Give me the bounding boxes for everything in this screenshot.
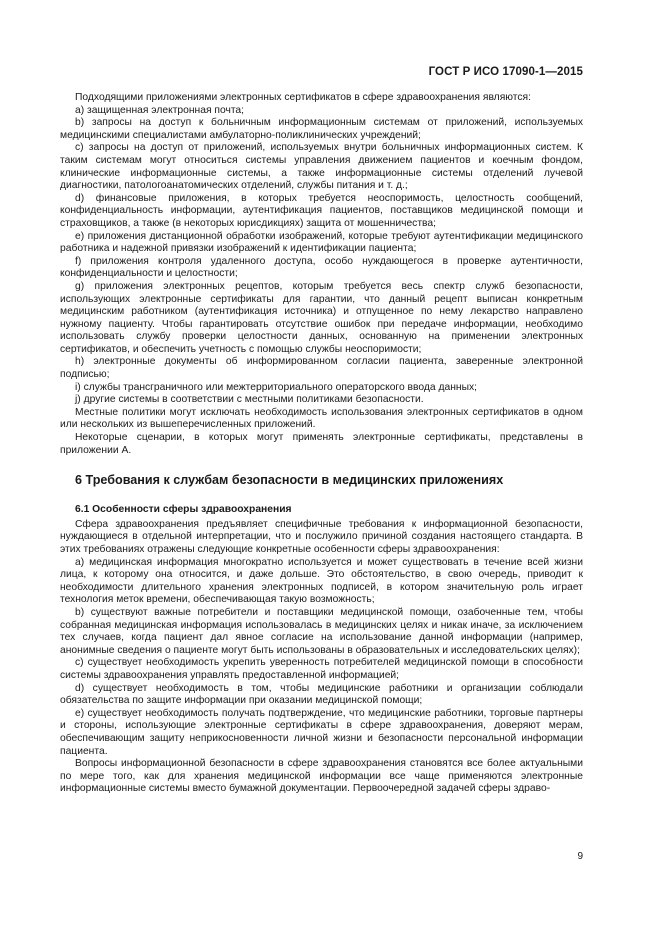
page-number: 9 — [577, 851, 583, 862]
list-item: j) другие системы в соответствии с местными политиками безопасности. — [75, 394, 424, 406]
local-policy-paragraph: Местные политики могут исключать необходимость использования электронных сертификатов в одном или нескольких из вышеперечисленных приложений. — [60, 406, 583, 431]
document-body — [60, 92, 583, 796]
section-heading: 6 Требования к службам безопасности в медицинских приложениях — [75, 473, 504, 488]
list-item: c) существует необходимость укрепить уверенность потребителей медицинской помощи в способности системы здравоохранения управлять предоставленной информацией; — [60, 657, 583, 681]
list-item: b) существуют важные потребители и поставщики медицинской помощи, озабоченные тем, чтобы собранная медицинская информация использовалась в медицинских целях и никак иначе, за исключением тех случаев, когда пациент дал явное согласие на использование данной информации (например, анонимные сведения о пациенте могут быть использованы в образовательных и исследовательских целях); — [60, 606, 583, 656]
list-item: d) финансовые приложения, в которых требуется неоспоримость, целостность сообщений, конфиденциальность информации, аутентификация пациентов, поставщиков медицинской помощи и страховщиков, а также (в некоторых юрисдикциях) защита от мошенничества; — [60, 192, 583, 229]
list-item: a) медицинская информация многократно используется и может существовать в течение всей жизни лица, к которому она относится, и даже дольше. Это обстоятельство, в свою очередь, приводит к необходимости длительного хранения электронных подписей, в котором значительную роль играет технология меток времени, обеспечивающая такую возможность; — [60, 556, 583, 606]
list-item: a) защищенная электронная почта; — [75, 104, 245, 116]
closing-paragraph: Вопросы информационной безопасности в сфере здравоохранения становятся все более актуальными по мере того, как для хранения медицинской информации все чаще применяются электронные информационные системы вместо бумажной документации. Первоочередной задачей сферы здраво- — [60, 758, 583, 795]
list-item: d) существует необходимость в том, чтобы медицинские работники и организации соблюдали обязательства по защите информации при оказании медицинской помощи; — [60, 682, 583, 707]
list-item: i) службы трансграничного или межтерриториального операторского ввода данных; — [75, 381, 477, 393]
list-item: e) существует необходимость получать подтверждение, что медицинские работники, торговые партнеры и стороны, использующие электронные сертификаты в сфере здравоохранения, доверяют мерам, обеспечивающим защиту неприкосновенности личной жизни и безопасности персональной информации пациента. — [60, 707, 583, 757]
document-code: ГОСТ Р ИСО 17090-1—2015 — [428, 66, 583, 78]
list-item: h) электронные документы об информированном согласии пациента, заверенные электронной подписью; — [60, 356, 583, 381]
scenarios-paragraph: Некоторые сценарии, в которых могут применять электронные сертификаты, представлены в приложении А. — [60, 432, 583, 456]
subsection-heading: 6.1 Особенности сферы здравоохранения — [75, 504, 292, 516]
list-item: e) приложения дистанционной обработки изображений, которые требуют аутентификации медицинского работника и надежной привязки изображений к идентификации пациента; — [60, 230, 583, 255]
list-item: g) приложения электронных рецептов, которым требуется весь спектр служб безопасности, использующих электронные сертификаты для гарантии, что данный рецепт выписан конкретным медицинским работником (аутентификация источника) и отпущенное по нему лекарство направлено нужному пациенту. Чтобы гарантировать отсутствие ошибок при передаче информации, необходимо использовать службу проверки целостности данных, основанную на применении электронных сертификатов, и обеспечить учетность с помощью службы неоспоримости; — [60, 280, 583, 355]
list-item: c) запросы на доступ от приложений, используемых внутри больничных информационных систем. К таким системам могут относиться системы управления движением пациентов и коечным фондом, клинические информационные системы, а также информационные системы отделений лучевой диагностики, патологоанатомических отделений, службы питания и т. д.; — [60, 142, 583, 192]
intro-paragraph: Подходящими приложениями электронных сертификатов в сфере здравоохранения являются: — [75, 92, 531, 103]
list-item: b) запросы на доступ к больничным информационным системам от приложений, используемых медицинскими специалистами амбулаторно-поликлинических учреждений; — [60, 117, 583, 141]
list-item: f) приложения контроля удаленного доступа, особо нуждающегося в проверке аутентичности, конфиденциальности и целостности; — [60, 255, 583, 280]
sphere-intro-paragraph: Сфера здравоохранения предъявляет специфичные требования к информационной безопасности, нуждающиеся в отдельной интерпретации, что и послужило причиной создания настоящего стандарта. В этих требованиях отражены следующие конкретные особенности сферы здравоохранения: — [60, 518, 583, 555]
